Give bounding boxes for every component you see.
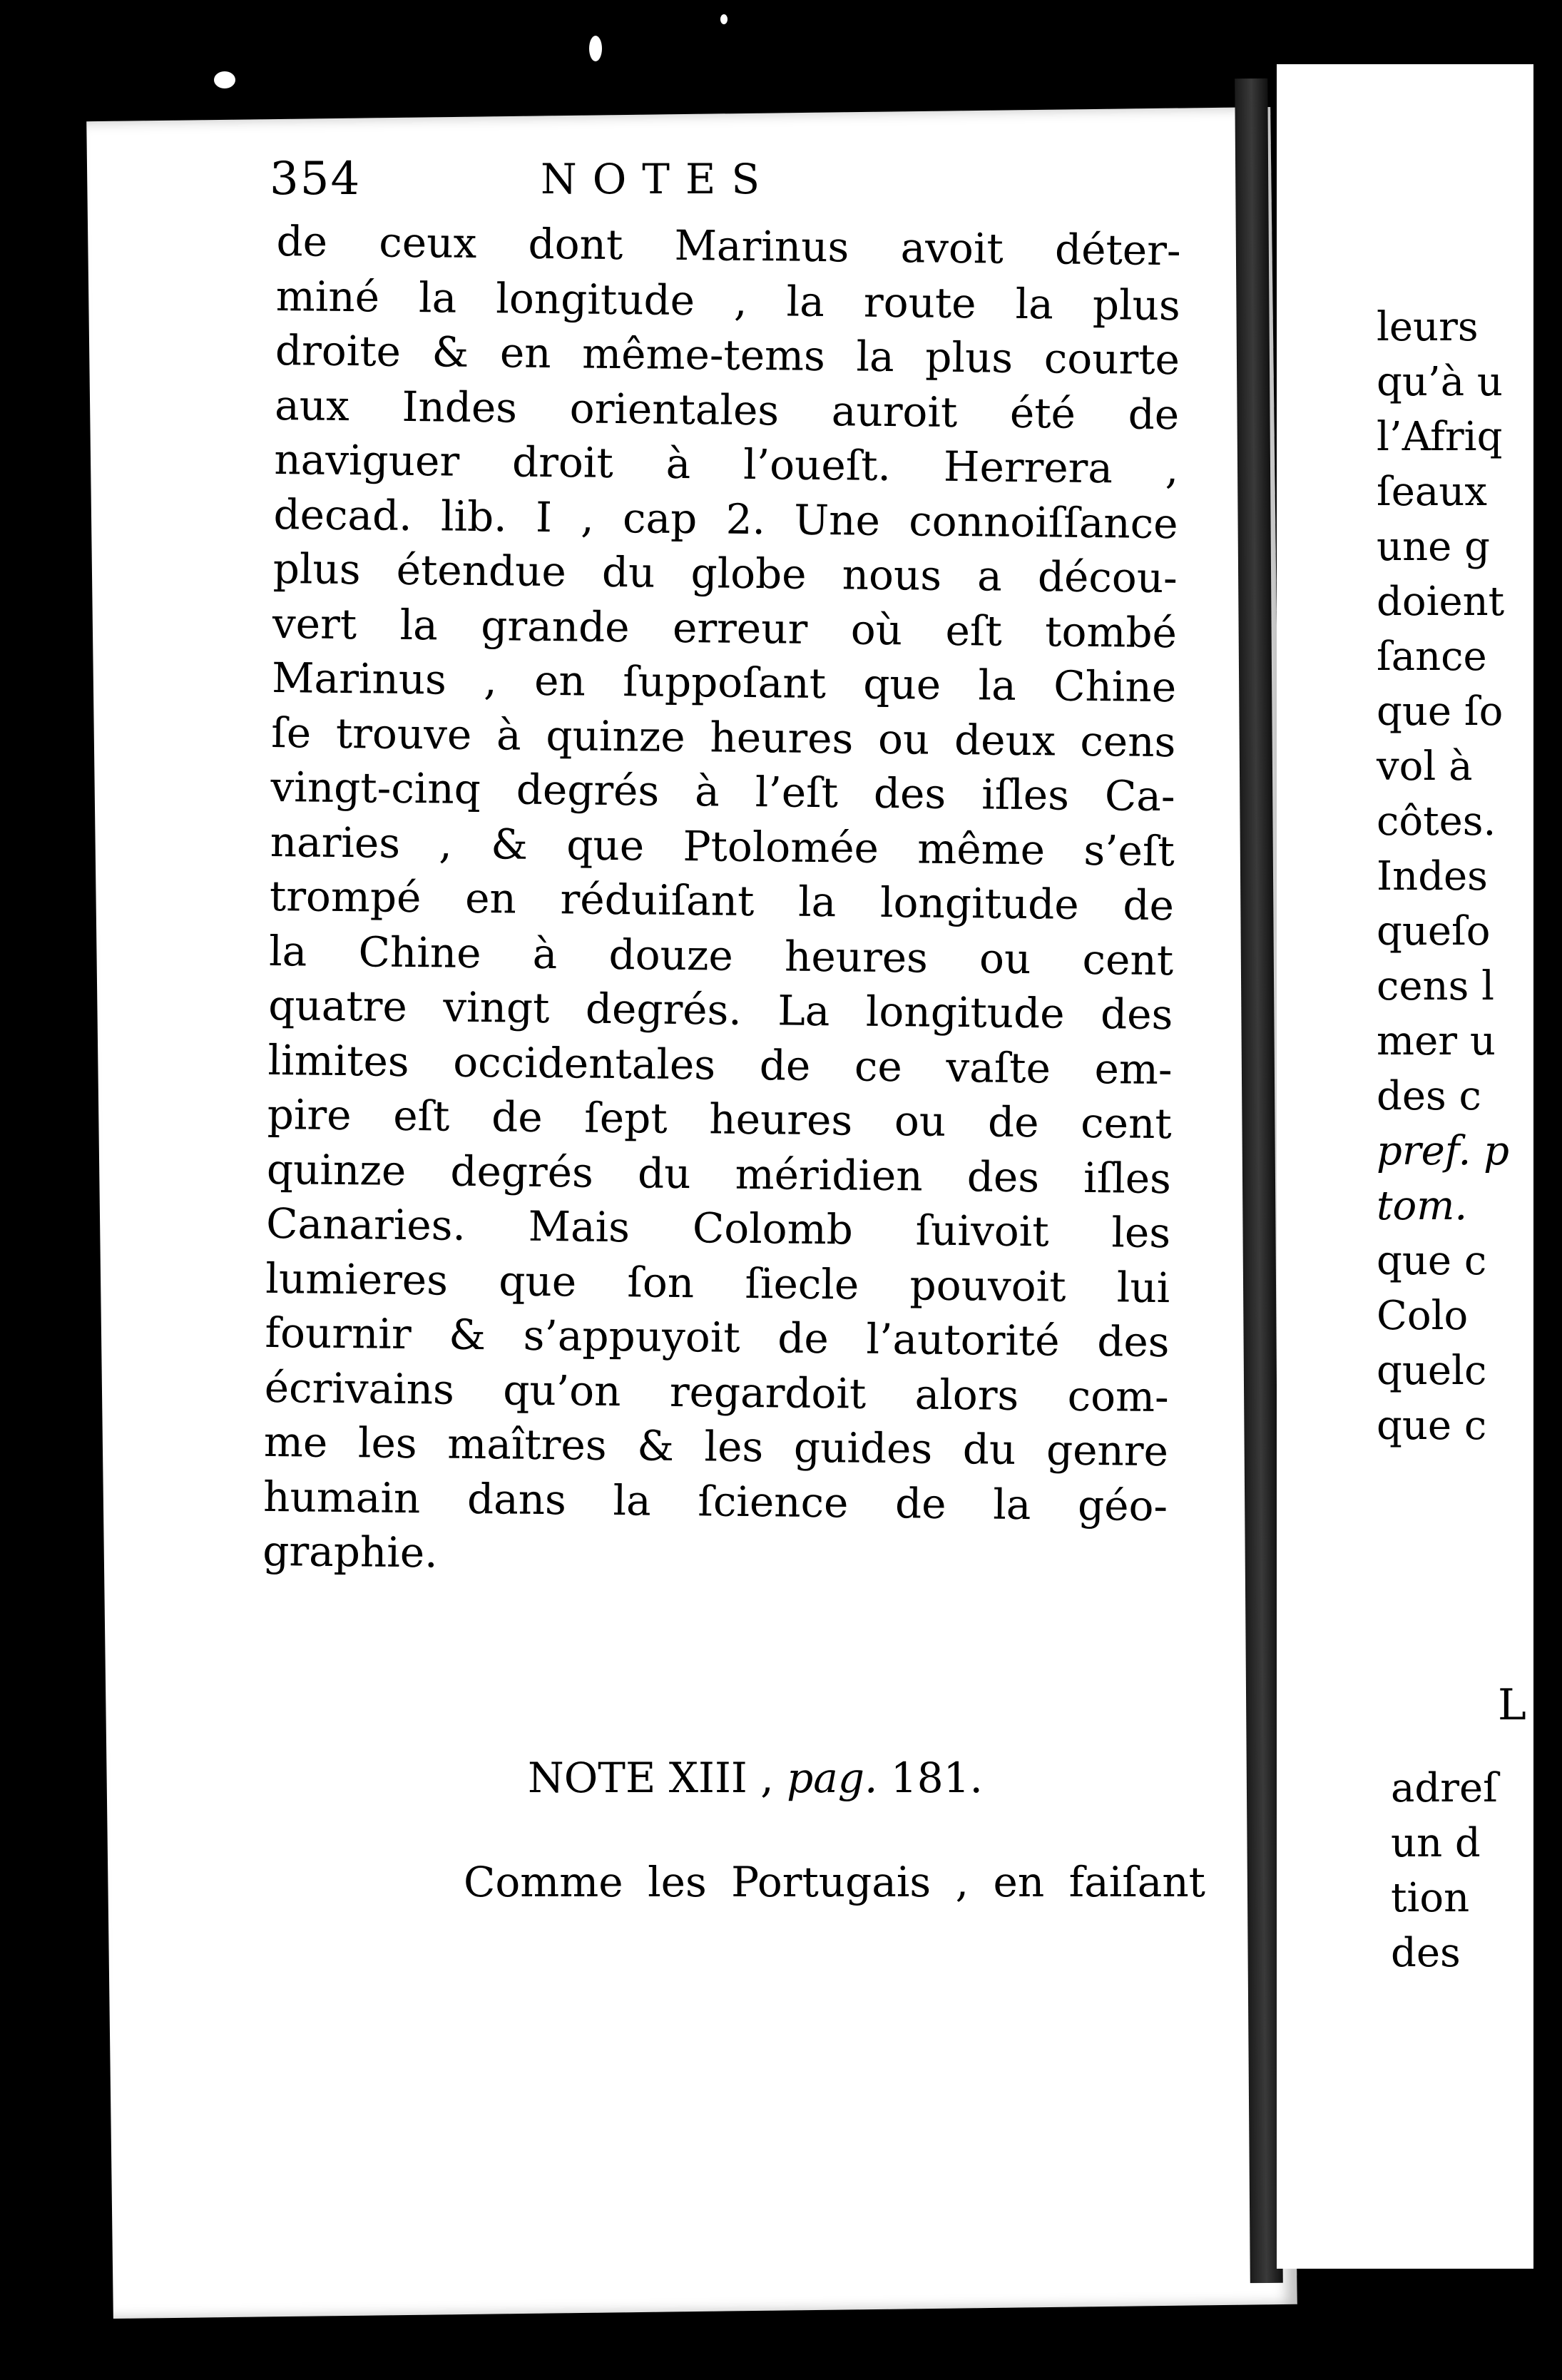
text-line: écrivains qu’on regardoit alors com-	[264, 1363, 1170, 1421]
text-line: fournir & s’appuyoit de l’autorité des	[265, 1308, 1170, 1367]
right-text-line: queſo	[1377, 908, 1491, 955]
text-line: naries , & que Ptolomée même s’eſt	[270, 817, 1175, 875]
text-line: graphie.	[262, 1526, 438, 1577]
right-text-line: qu’à u	[1377, 359, 1503, 405]
text-line: naviguer droit à l’oueſt. Herrera ,	[274, 434, 1179, 494]
right-page-initial: L	[1498, 1680, 1526, 1730]
right-page	[1277, 64, 1533, 2269]
note-label: NOTE XIII ,	[528, 1754, 774, 1802]
right-text-line: l’Afriq	[1377, 414, 1503, 460]
text-line: la Chine à douze heures ou cent	[268, 926, 1174, 985]
text-line: ſe trouve à quinze heures ou deux cens	[271, 708, 1176, 766]
right-text-line: leurs	[1377, 304, 1479, 350]
body-text	[262, 214, 1181, 1588]
dust-speck	[214, 71, 235, 88]
text-line: plus étendue du globe nous a décou-	[272, 544, 1178, 603]
text-line: me les maîtres & les guides du genre	[263, 1417, 1169, 1476]
text-line: humain dans la ſcience de la géo-	[262, 1472, 1168, 1530]
right-text-line: cens l	[1377, 963, 1495, 1010]
right-text-line: ſance	[1377, 634, 1487, 680]
right-text-line: que c	[1377, 1238, 1487, 1284]
right-text-line: que c	[1377, 1403, 1487, 1449]
text-line: de ceux dont Marinus avoit déter-	[276, 216, 1181, 275]
text-line: vingt-cinq degrés à l’eſt des iſles Ca-	[270, 762, 1175, 821]
right-text-line: quelc	[1377, 1348, 1487, 1394]
right-text-line: tom.	[1377, 1183, 1468, 1229]
right-text-line: une g	[1377, 524, 1490, 570]
dust-speck	[589, 36, 602, 61]
text-line: droite & en même-tems la plus courte	[275, 325, 1180, 385]
text-line: quatre vingt degrés. La longitude des	[268, 980, 1173, 1039]
right-text-line: des	[1391, 1930, 1461, 1976]
note-page-ref: 181.	[890, 1754, 983, 1802]
text-line: miné la longitude , la route la plus	[275, 271, 1181, 330]
note-pag: pag.	[787, 1754, 878, 1802]
page-header	[270, 147, 1190, 211]
right-text-line: côtes.	[1377, 798, 1496, 845]
right-text-line: vol à	[1377, 743, 1473, 790]
right-text-line: mer u	[1377, 1018, 1496, 1064]
note-first-line: Comme les Portugais , en faiſant	[464, 1858, 1205, 1906]
right-page-text-top	[1377, 300, 1548, 1453]
text-line: Marinus , en ſuppoſant que la Chine	[271, 653, 1177, 712]
text-line: Canaries. Mais Colomb ſuivoit les	[265, 1199, 1171, 1258]
right-page-text-bottom	[1391, 1761, 1562, 1980]
text-line: aux Indes orientales auroit été de	[274, 380, 1180, 439]
right-text-line: que ſo	[1377, 688, 1504, 735]
dust-speck	[720, 14, 728, 24]
text-line: lumieres que ſon ſiecle pouvoit lui	[265, 1253, 1170, 1312]
right-text-line: un d	[1391, 1820, 1481, 1866]
right-text-line: Indes	[1377, 853, 1488, 900]
text-line: vert la grande erreur où eſt tombé	[272, 599, 1178, 657]
running-head: NOTES	[541, 155, 776, 203]
right-text-line: tion	[1391, 1875, 1470, 1921]
right-text-line: pref. p	[1377, 1128, 1509, 1174]
note-heading	[528, 1749, 983, 1806]
right-text-line: ſeaux	[1377, 469, 1487, 515]
page-number: 354	[270, 153, 362, 205]
right-text-line: Colo	[1377, 1293, 1469, 1339]
right-text-line: doient	[1377, 579, 1505, 625]
right-text-line: des c	[1377, 1073, 1481, 1119]
text-line: limites occidentales de ce vaſte em-	[267, 1035, 1173, 1094]
right-text-line: adreſ	[1391, 1765, 1498, 1811]
text-line: decad. lib. I , cap 2. Une connoiſſance	[273, 489, 1178, 548]
text-line: trompé en réduiſant la longitude de	[269, 871, 1175, 930]
text-line: quinze degrés du méridien des iſles	[266, 1144, 1172, 1203]
text-line: pire eſt de ſept heures ou de cent	[267, 1089, 1173, 1149]
